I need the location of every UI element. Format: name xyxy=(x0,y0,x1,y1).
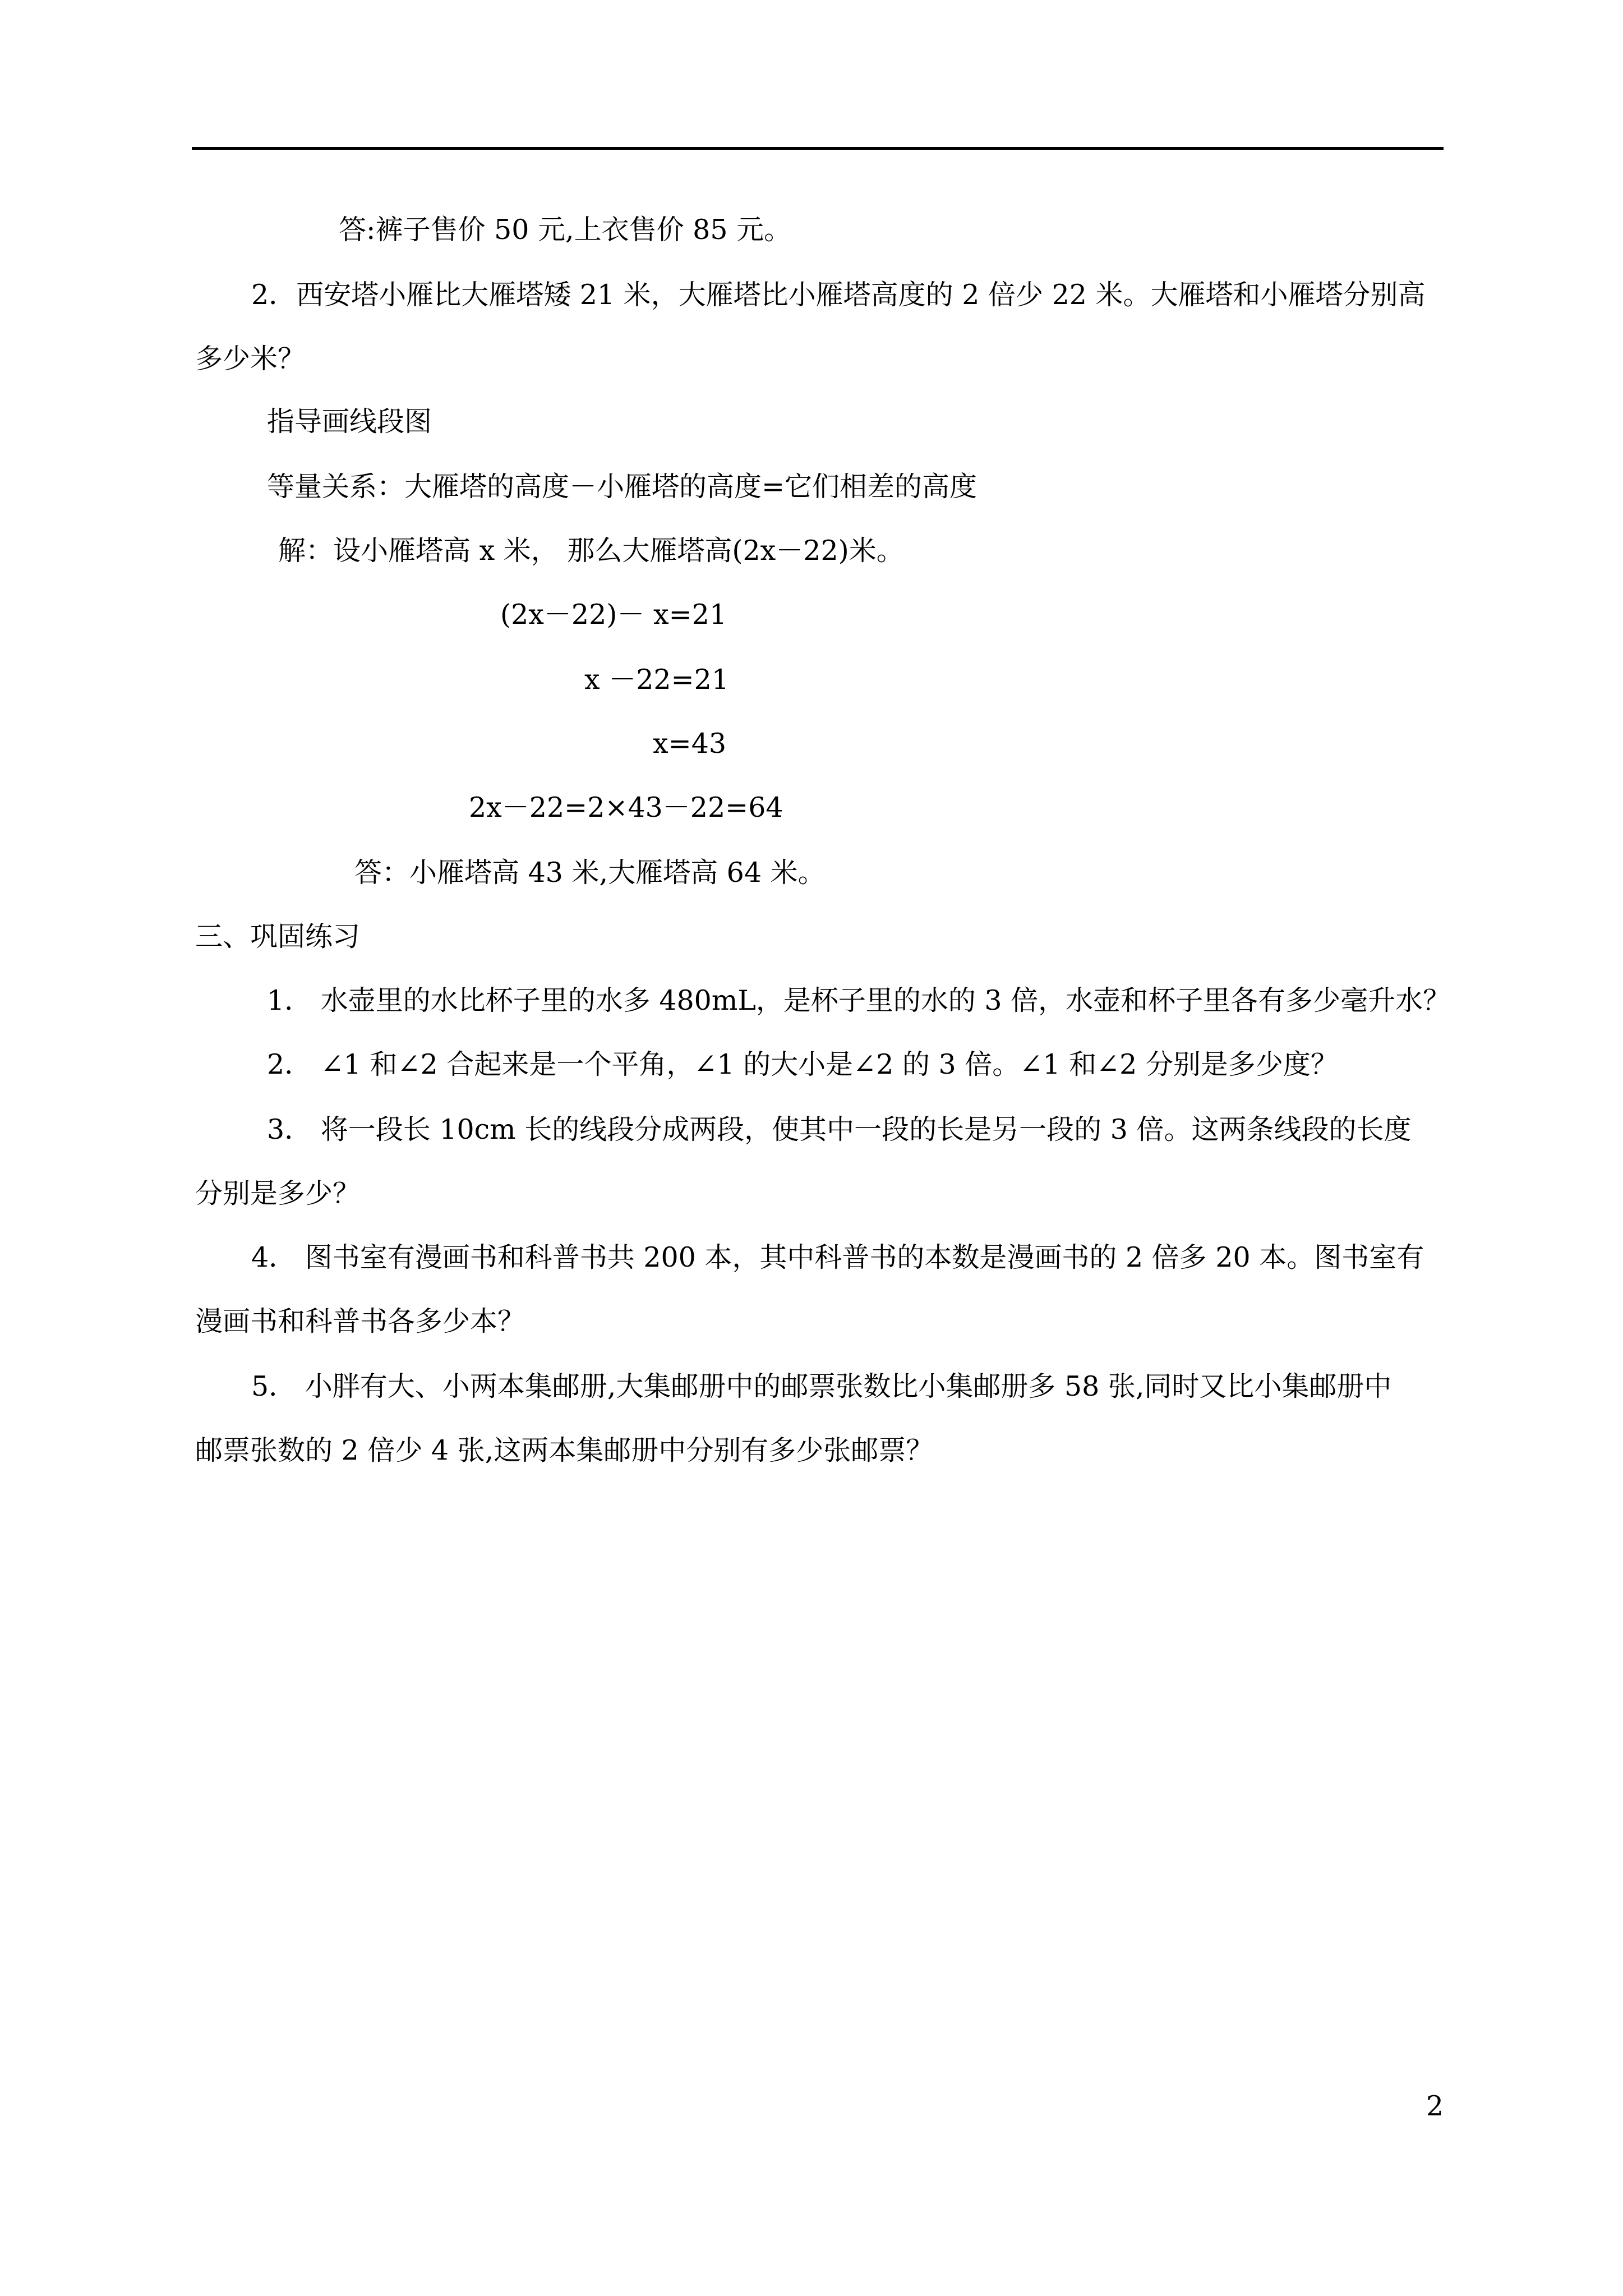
exercise-5-line-1: 5． 小胖有大、小两本集邮册,大集邮册中的邮票张数比小集邮册多 58 张,同时又比小集邮册中 xyxy=(251,1370,1392,1402)
equation-3: x=43 xyxy=(653,728,727,760)
answer-line-2: 答：小雁塔高 43 米,大雁塔高 64 米。 xyxy=(354,857,826,889)
exercise-5-line-2: 邮票张数的 2 倍少 4 张,这两本集邮册中分别有多少张邮票？ xyxy=(195,1434,934,1466)
exercise-1: 1． 水壶里的水比杯子里的水多 480mL，是杯子里的水的 3 倍，水壶和杯子里各有多少毫升水？ xyxy=(267,984,1451,1016)
exercise-3-line-1: 3． 将一段长 10cm 长的线段分成两段，使其中一段的长是另一段的 3 倍。这两条线段的长度 xyxy=(267,1114,1412,1145)
problem-2-line-2: 多少米？ xyxy=(195,343,306,375)
relation-line: 等量关系：大雁塔的高度－小雁塔的高度=它们相差的高度 xyxy=(267,471,978,503)
header-rule xyxy=(192,147,1444,150)
exercise-4-line-1: 4． 图书室有漫画书和科普书共 200 本，其中科普书的本数是漫画书的 2 倍多 20 本。图书室有 xyxy=(251,1241,1424,1273)
page-number: 2 xyxy=(1426,2090,1444,2122)
guide-line: 指导画线段图 xyxy=(267,406,432,438)
answer-line-1: 答:裤子售价 50 元,上衣售价 85 元。 xyxy=(339,214,792,246)
equation-4: 2x－22=2×43－22=64 xyxy=(469,792,783,823)
solution-intro: 解：设小雁塔高 x 米， 那么大雁塔高(2x－22)米。 xyxy=(278,535,904,567)
section-heading: 三、巩固练习 xyxy=(195,921,361,953)
problem-2-line-1: 2．西安塔小雁比大雁塔矮 21 米，大雁塔比小雁塔高度的 2 倍少 22 米。大雁塔和小雁塔分别高 xyxy=(251,279,1426,311)
exercise-3-line-2: 分别是多少？ xyxy=(195,1177,361,1209)
exercise-4-line-2: 漫画书和科普书各多少本？ xyxy=(195,1305,525,1337)
equation-2: x －22=21 xyxy=(584,664,729,696)
exercise-2: 2． ∠1 和∠2 合起来是一个平角，∠1 的大小是∠2 的 3 倍。∠1 和∠2 分别是多少度？ xyxy=(267,1048,1338,1080)
equation-1: (2x－22)－ x=21 xyxy=(500,599,727,631)
